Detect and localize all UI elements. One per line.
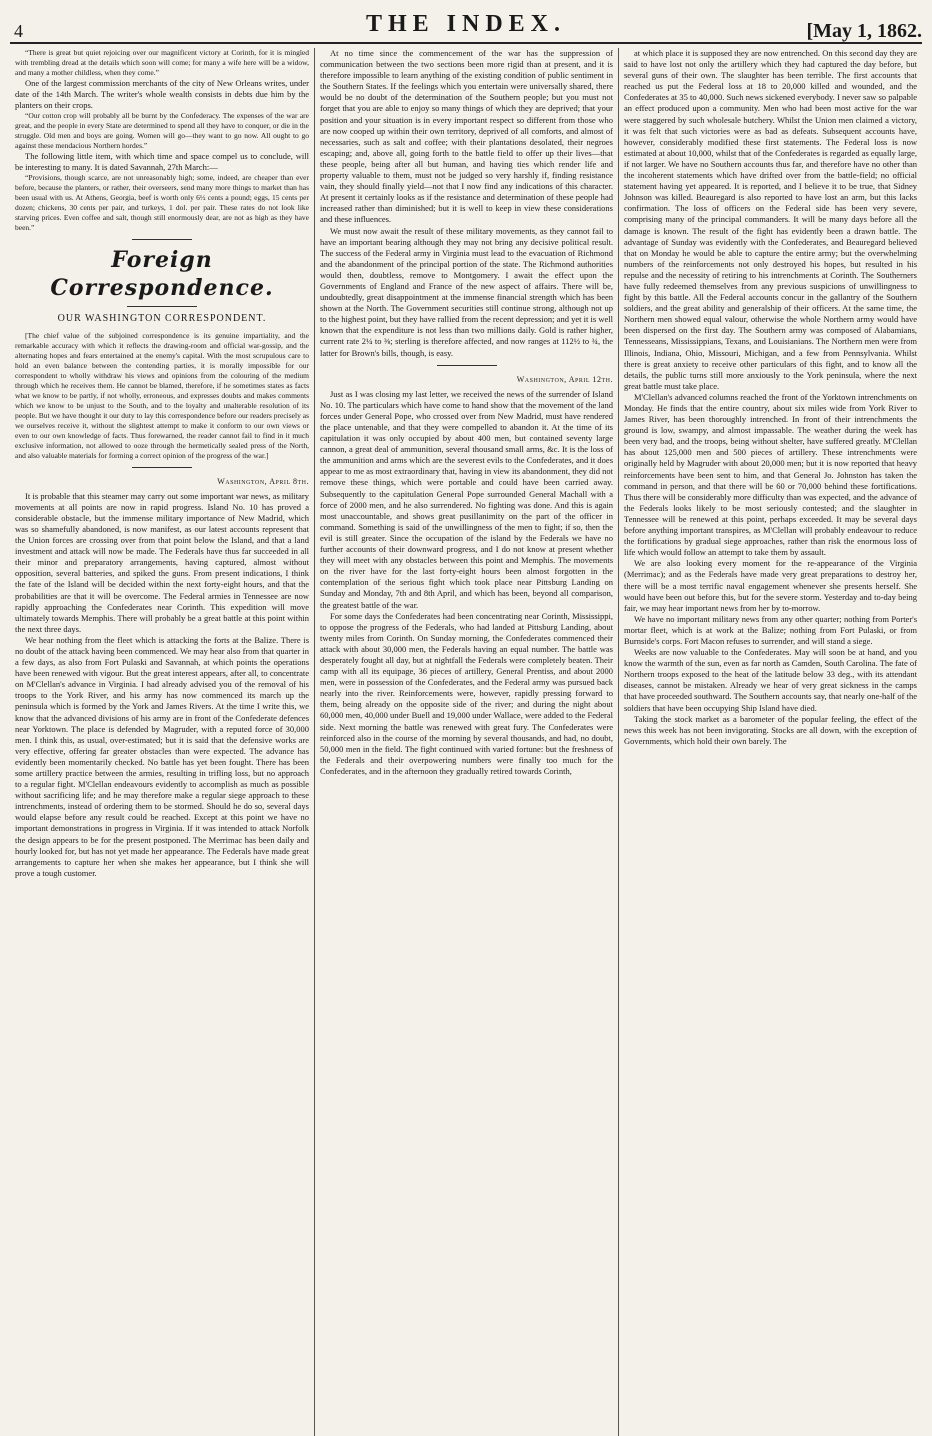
divider: [127, 306, 197, 307]
dateline: Washington, April 12th.: [516, 374, 613, 384]
divider: [132, 467, 192, 468]
divider: [437, 365, 497, 366]
column-1: [10, 48, 314, 1436]
body-paragraph: Taking the stock market as a barometer of the popular feeling, the effect of the news this week has not been invigorating. Stocks are all down, with the exception of Governments, which hold their own barely. The: [624, 713, 917, 746]
column-3: [618, 48, 922, 1436]
body-paragraph: One of the largest commission merchants of the city of New Orleans writes, under date of the 14th March. The writer's whole wealth consists in debts due him by the planters on their crops.: [15, 78, 309, 111]
body-paragraph: at which place it is supposed they are now entrenched. On this second day they are said to have lost not only the artillery which they had captured the day before, but several guns of their own. The slaughter has been terrible. The first accounts that reached us put the Federal loss at 18 to 20,000 killed and wounded, and the Confederates at 35 to 40,000. Such news sickened everybody. I never saw so palpable an effect produced upon a community. Men who had been most active for the war were staggered by such wholesale butchery. Whilst the Union men claimed a victory, it was felt that such victories were as bad as defeats. Subsequent accounts have, however, considerably modified these first statements. The Federal loss is now estimated at about 10,000, whilst that of the Confederates is regarded as equally large, if not larger. We have no Southern accounts thus far, and therefore have no other than the incoherent statements which have drifted over from the battle-field; no official statement having yet appeared. It is reported, and I believe it to be true, that Sidney Johnson was killed. Beauregard is also reported to have lost an arm, but this lacks confirmation. The loss of officers on the Federal side has been very severe, comprising many of the principal commanders. It will be many days before all the damage is known. The result of the fight has evidently been a drawn battle. The advantage of Sunday was evidently with the Confederates, and Beauregard believed that on Monday he would be able to capture the entire army; but the overwhelming numbers of the reinforcements not only destroyed his hopes, but resulted in his repulse and the necessity of retiring to his intrenchments at Corinth. The Southerners have fully redeemed themselves from any previous suspicions of unwillingness to fight by this battle. All the Federal accounts concur in the gallantry of the Southern soldiers, and the great ability and generalship of their officers. At the same time, the Northern men showed equal valour, otherwise the whole Northern army would have been dispersed on the first day. The Southern army was composed of Alabamians, Tennesseans, Mississippians, Texans, and Louisianians. The Northern men were from Illinois, Indiana, Ohio, Missouri, Michigan, and a few from Pennsylvania. Whilst there is great anxiety to receive other particulars of this fight, and to know all the details, the public turns still more anxiously to the York peninsula, where the next great battle must take place.: [624, 48, 918, 391]
masthead: [10, 6, 922, 44]
editor-note: [The chief value of the subjoined correspondence is its genuine impartiality, and the remarkable accuracy with which it reflects the drawing-room and official war-gossip, and the alternating hopes and fears entertained at the enemy's capital. With the most scrupulous care to hold an even balance between the contending parties, it is morally impossible for our correspondent to wholly withdraw his views and opinions from the colouring of the medium through which he receives them. He cannot be blamed, therefore, if he sometimes states as facts what we know to be partly, if not wholly, erroneous, and expresses doubts and makes comments which we know to be unjust to the South, and to the loyalty and unalterable resolution of its people. But we have thought it our duty to lay this correspondence before our readers precisely as we ourselves receive it, without the slightest attempt to make it conform to our own views or even to our own knowledge of facts. Thus forewarned, the reader cannot fail to find in it much exclusive information, not allowed to ooze through the hermetically sealed press of the North, and also valuable materials for forming a correct opinion of the progress of the war.]: [15, 330, 309, 460]
body-paragraph: We have no important military news from any other quarter; nothing from Porter's mortar fleet, which is at work at the Balize; nothing from Fort Pulaski, or from Burnside's corps. Fort Macon refuses to surrender, and will stand a siege.: [624, 613, 917, 646]
body-paragraph: It is probable that this steamer may carry out some important war news, as military movements at all points are now in rapid progress. Island No. 10 has proved a considerable obstacle, but the immense military importance of New Madrid, which was so shamefully abandoned, is now manifest, as our latest accounts represent that the Union forces are crossing over from that point below the Island, and that a land investment and attack will now be made. The Federals have thus far succeeded in all their minor and preparatory arrangements, having captured, almost without opposition, several batteries, and spiked the guns. From present indications, I think the fate of the Island will be decided within the next forty-eight hours, and that the probabilities are that it will be overcome. The Federal armies in Tennessee are now rapidly approaching the Confederates near Corinth. This expedition will move ultimately towards Memphis. There will probably be a great battle at this point within the next three days.: [15, 490, 309, 634]
quote-paragraph: “Provisions, though scarce, are not unreasonably high; some, indeed, are cheaper than ever before, because the planters, or rather, their overseers, send many more things to market than has been usual with us. At Athens, Georgia, beef is worth only 6½ cents a pound; eggs, 15 cents per dozen; chickens, 30 cents per pair, and turkeys, 1 dol. per pair. These rates do not look like starving prices. Even coffee and salt, though still enormously dear, are not as high as they have been.”: [15, 173, 309, 233]
page-number: 4: [14, 21, 23, 41]
quote-paragraph: “There is great but quiet rejoicing over our magnificent victory at Corinth, for it is mingled with trembling dread at the details which soon will come; for many a wife here will be a widow, and many a mother childless, when they come.”: [15, 48, 309, 77]
correspondent-heading: OUR WASHINGTON CORRESPONDENT.: [57, 313, 267, 325]
quote-paragraph: “Our cotton crop will probably all be burnt by the Confederacy. The expenses of the war are great, and the people in every State are determined to spend all they have to conquer, or die in the struggle. Old men and boys are going. Women will go—they want to go now. All ought to go against these mendacious Northern hordes.”: [15, 111, 309, 151]
body-paragraph: Weeks are now valuable to the Confederates. May will soon be at hand, and you know the warmth of the sun, even as far north as Camden, South Carolina. The fate of Northern troops exposed to the heat of the latitude below 33 deg., with its attendant diseases, cannot be mistaken. Already we hear of very great sickness in the camps that have proceeded southward. The Southern accounts say, that nearly one-half of the soldiers that have been occupying Ship Island have died.: [624, 647, 917, 713]
body-paragraph: For some days the Confederates had been concentrating near Corinth, Mississippi, to oppose the progress of the Federals, who had landed at Pittsburg Landing, about twenty miles from Corinth. On Sunday morning, the Confederates commenced their attack with about 30,000 men, the Federals having an equal number. The battle was desperately fought all day, but at nightfall the Federals were completely beaten. Their camp with all its equipage, 36 pieces of artillery, General Prentiss, and about 2000 men, were in possession of the Confederates, and the Federal army was pursued back nearly into the river. Reinforcements were, however, rapidly pressing forward to them, being already on the opposite side of the river; and during the night about 60,000 men, 40,000 under Buell and 19,000 under Wallace, were added to the Federal side. Next morning the battle was renewed with great fury. The Confederates were reinforced also in the course of the morning by several thousands, and had, no doubt, 50,000 men in the field. The fight continued with varied fortune: but the freshness of the Federals and their overpowering numbers were finally too much for the Confederates, and in the afternoon they gradually retired towards Corinth,: [320, 610, 613, 776]
body-paragraph: Just as I was closing my last letter, we received the news of the surrender of Island No. 10. The particulars which have come to hand show that the movement of the land forces under General Pope, who crossed over from New Madrid, must have rendered the place untenable, and that they were compelled to abandon it. At the time of its capitulation it was only occupied by about 400 men, but contained seventy large cannon, a great deal of ammunition, several thousand small arms, &c. It is the loss of the ammunition and arms which are the severest evils to the Confederates, and it does appear to me as most extraordinary that, having in view its abandonment, they did not remove these things, which were portable and could have been carried away. Subsequently to the capitulation General Pope surrounded General Machall with a force of 2000 men, and he also surrendered. No fighting was done. And this is again most unaccountable, and shows great pusillanimity on the part of the officer in command. Something is said of the unwillingness of the men to fight; if so, then the evil is still greater. Since the occupation of the island by the Federals we have no further accounts of their downward progress, and I do not know at present whether they will meet with any obstacles between this point and Memphis. The movements on the river have for the last forty-eight hours been almost forgotten in the contemplation of the serious fight which took place near Pittsburg Landing on Sunday and Monday, 7th and 8th April, and which has been, beyond all comparison, the greatest battle of the war.: [320, 388, 613, 610]
body-paragraph: We are also looking every moment for the re-appearance of the Virginia (Merrimac); and as the Federals have made very great preparations to destroy her, there will be a most terrific naval engagement whenever she presents herself. She would have been out before this, but for the severe storm. Yesterday and to-day being fair, we may hear important news from her by to-morrow.: [624, 558, 917, 613]
issue-date: [May 1, 1862.: [806, 20, 922, 42]
column-2: [314, 48, 618, 1436]
divider: [132, 239, 192, 240]
body-paragraph: We must now await the result of these military movements, as they cannot fail to have an important bearing although they may not bring any decisive political result. The success of the Federal army in Virginia must lead to the evacuation of Richmond and the abandonment of the principal portion of the state. The Richmond authorities would then, doubtless, remove to Montgomery. I await the effect upon the Governments of England and France of the new aspect of affairs. There will be, undoubtedly, great disappointment at the immense financial strength which has been shown at the North. The Government securities still continue strong, although not up to the highest point, but they have rallied from the recent depression; and yet it is well known that the expenditure is not less than two millions daily. Gold is rather higher, current rate 2¼ to ⅜; sterling is therefore affected, and now ranges at 112½ to ¾, the latter for Brown's bills, though, is easy.: [320, 225, 613, 358]
body-paragraph: At no time since the commencement of the war has the suppression of communication between the two sections been more rigid than at present, and it is therefore impossible to learn anything of the existing condition of public sentiment in the Southern States. If the feelings which you entertain were universally shared, there would be no doubt of the determination of the Southern people; but you must not forget that you are able to enjoy so many things of which they are deprived; that your position and your situation is in every important respect so different from those who are now cooped up within their own territory, deprived of all comforts, and almost of necessaries, such as salt and coffee; with their plantations desolated, their negroes escaping; and, above all, going forth to the battle field to offer up their lives—that these people, being after all but human, and having ties which render life and property valuable to them, must not be judged so very harshly if, finding resistance vain, they should finally yield—not that I now find any indications of this character. At present it certainly looks as if the resistance and determination of these people had increased rather than diminished; but it is well to keep in view these considerations and these influences.: [320, 48, 613, 225]
body-paragraph: We hear nothing from the fleet which is attacking the forts at the Balize. There is no doubt of the attack having been commenced. We may hear also from that quarter in a few days, as also from Fort Pulaski and Savannah, at which points the operations have been renewed with vigour. But the great interest appears, after all, to concentrate on M'Clellan's advance in Virginia. I had already advised you of the removal of his troops to the York River, and his army has now commenced its march up the peninsula which is formed by the York and James Rivers. At the time I write this, we know that the advanced divisions of his army are in front of the Confederate defences near Yorktown. The place is defended by Magruder, with a reputed force of 30,000 men. I think this, as usual, over-estimated; but it is said that the defensive works are very effective, offering far greater obstacles than were expected. The advance has evidently been momentarily checked. No battle has yet been fought. There has been some artillery practice between the armies, resulting in trifling loss, but no approach to a regular fight. M'Clellan endeavours evidently to accomplish as much as possible without sacrificing life; and he may therefore make a regular siege approach to these intrenchments, instead of ordering them to be stormed. Should he do so, several days would elapse before any result could be reached. Except at this point we have no important demonstrations in progress in Virginia. If it was intended to attack Norfolk the design appears to be for the present postponed. The Merrimac has been daily and hourly looked for, but has not yet made her appearance. The Federals have made great arrangements to capture her when she makes her appearance, but I think she will prove a tough customer.: [15, 634, 309, 878]
section-heading: Foreign Correspondence.: [50, 247, 274, 302]
body-paragraph: M'Clellan's advanced columns reached the front of the Yorktown intrenchments on Monday. He finds that the entire country, about six miles wide from York River to James River, has been thoroughly intrenched. In front of their intrenchments the ground is low, swampy, and almost impassable. The weather during the week has been very bad, and the troops, being without shelter, have suffered greatly. M'Clellan has about 125,000 men and 500 pieces of artillery. These intrenchments were originally held by Magruder with about 20,000 men; but it is now reported that heavy reinforcements have been sent to him, and that General Jo. Johnston has taken the command in person, and that there will be 60 or 70,000 behind these fortifications. Thus there will be considerably more difficulty than was expected, and the advance of the Federals looks likely to be most seriously contested; and the slaughter in Tennessee will be renewed at this point, perhaps exceeded. It may be several days before anything important transpires, as M'Clellan will probably endeavour to reduce the fortifications by gradual siege approaches, rather than risk the enormous loss of life which would follow an attempt to take them by assault.: [624, 391, 917, 558]
article-columns: [10, 48, 922, 1436]
newspaper-title: THE INDEX.: [365, 11, 567, 37]
dateline: Washington, April 8th.: [217, 476, 309, 486]
body-paragraph: The following little item, with which time and space compel us to conclude, will be interesting to many. It is dated Savannah, 27th March:—: [15, 151, 309, 173]
